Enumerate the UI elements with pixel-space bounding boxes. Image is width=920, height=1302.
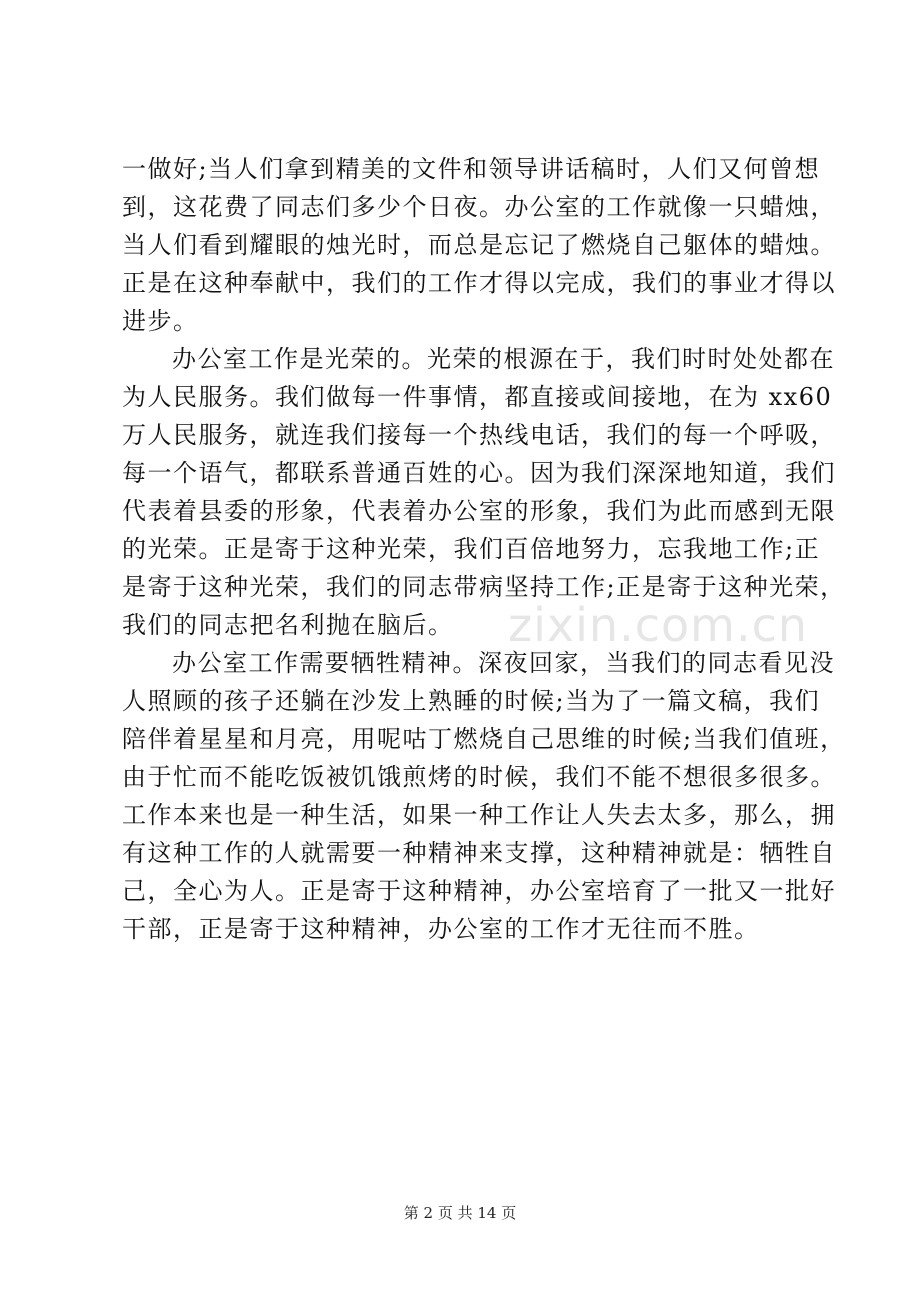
text-line: 当人们看到耀眼的烛光时，而总是忘记了燃烧自己躯体的蜡烛。 [122,231,836,259]
text-line: 工作本来也是一种生活，如果一种工作让人失去太多，那么，拥 [122,801,836,829]
text-line: 干部，正是寄于这种精神，办公室的工作才无往而不胜。 [122,915,760,943]
text-line: 办公室工作需要牺牲精神。深夜回家，当我们的同志看见没 [172,649,835,677]
text-line: 每一个语气，都联系普通百姓的心。因为我们深深地知道，我们 [122,459,836,487]
document-body [122,150,846,948]
text-line: 陪伴着星星和月亮，用呢咕丁燃烧自己思维的时候;当我们值班， [122,725,846,753]
text-line: 是寄于这种光荣，我们的同志带病坚持工作;正是寄于这种光荣， [122,573,846,601]
text-line: 正是在这种奉献中，我们的工作才得以完成，我们的事业才得以 [122,269,836,297]
text-line: 进步。 [122,307,199,335]
text-line: 一做好;当人们拿到精美的文件和领导讲话稿时，人们又何曾想 [122,155,821,183]
text-line: 到，这花费了同志们多少个日夜。办公室的工作就像一只蜡烛， [122,193,836,221]
text-line: 有这种工作的人就需要一种精神来支撑，这种精神就是：牺牲自 [122,839,836,867]
text-line: 我们的同志把名利抛在脑后。 [122,611,454,639]
text-line: 人照顾的孩子还躺在沙发上熟睡的时候;当为了一篇文稿，我们 [122,687,821,715]
text-line: 办公室工作是光荣的。光荣的根源在于，我们时时处处都在 [172,345,835,373]
text-line: 为人民服务。我们做每一件事情，都直接或间接地，在为 xx60 [122,383,833,411]
watermark: zixin.com.cn [508,598,809,652]
text-line: 由于忙而不能吃饭被饥饿煎烤的时候，我们不能不想很多很多。 [122,763,836,791]
text-line: 代表着县委的形象，代表着办公室的形象，我们为此而感到无限 [122,497,836,525]
text-line: 万人民服务，就连我们接每一个热线电话，我们的每一个呼吸， [122,421,836,449]
text-line: 的光荣。正是寄于这种光荣，我们百倍地努力，忘我地工作;正 [122,535,821,563]
text-line: 己，全心为人。正是寄于这种精神，办公室培育了一批又一批好 [122,877,836,905]
page-footer: 第 2 页 共 14 页 [403,1204,517,1222]
